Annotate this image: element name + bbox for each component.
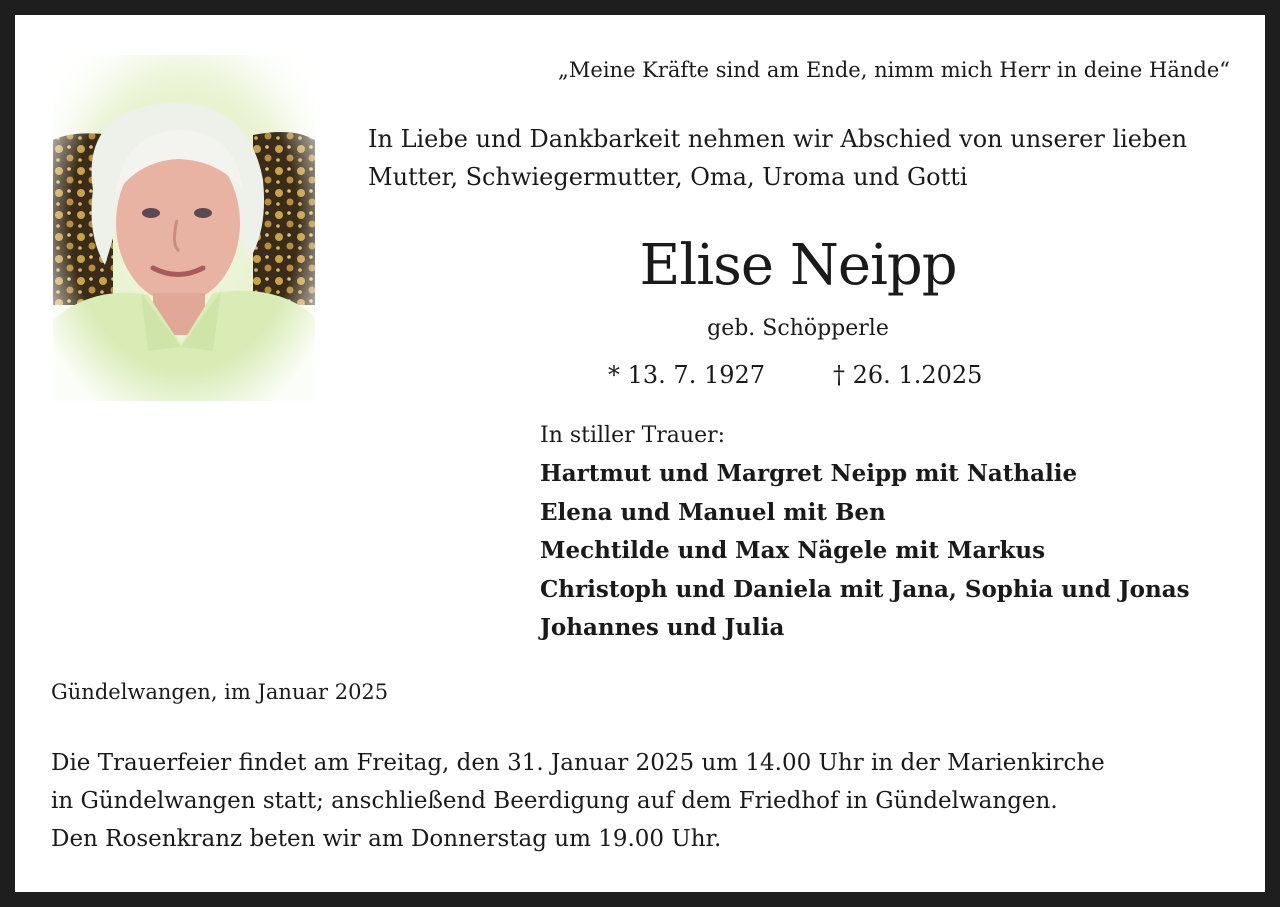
deceased-name: Elise Neipp: [639, 233, 957, 298]
maiden-name: geb. Schöpperle: [707, 316, 889, 341]
quote: „Meine Kräfte sind am Ende, nimm mich Herr in deine Hände“: [558, 58, 1230, 82]
place-date: Gündelwangen, im Januar 2025: [51, 680, 389, 704]
mourner-entry: Johannes und Julia: [540, 614, 785, 641]
mourners-list: [540, 455, 1190, 648]
mourner-entry: Hartmut und Margret Neipp mit Nathalie: [540, 460, 1078, 487]
intro-line: Mutter, Schwiegermutter, Oma, Uroma und Gotti: [368, 163, 968, 191]
intro-line: In Liebe und Dankbarkeit nehmen wir Abschied von unserer lieben: [368, 125, 1188, 153]
funeral-details: [51, 744, 1105, 858]
details-line: Den Rosenkranz beten wir am Donnerstag um 19.00 Uhr.: [51, 826, 722, 852]
portrait-photo: [53, 55, 315, 401]
details-line: Die Trauerfeier findet am Freitag, den 31. Januar 2025 um 14.00 Uhr in der Marienkirche: [51, 750, 1105, 776]
mourner-entry: Mechtilde und Max Nägele mit Markus: [540, 537, 1046, 564]
birth-date: * 13. 7. 1927: [608, 361, 766, 389]
obituary-notice: [15, 15, 1265, 892]
details-line: in Gündelwangen statt; anschließend Beerdigung auf dem Friedhof in Gündelwangen.: [51, 788, 1058, 814]
mourner-entry: Elena und Manuel mit Ben: [540, 498, 886, 526]
intro-text: [368, 120, 1187, 196]
mourning-intro: In stiller Trauer:: [540, 423, 726, 448]
death-date: † 26. 1.2025: [833, 361, 983, 389]
mourner-entry: Christoph und Daniela mit Jana, Sophia und Jonas: [540, 575, 1190, 603]
